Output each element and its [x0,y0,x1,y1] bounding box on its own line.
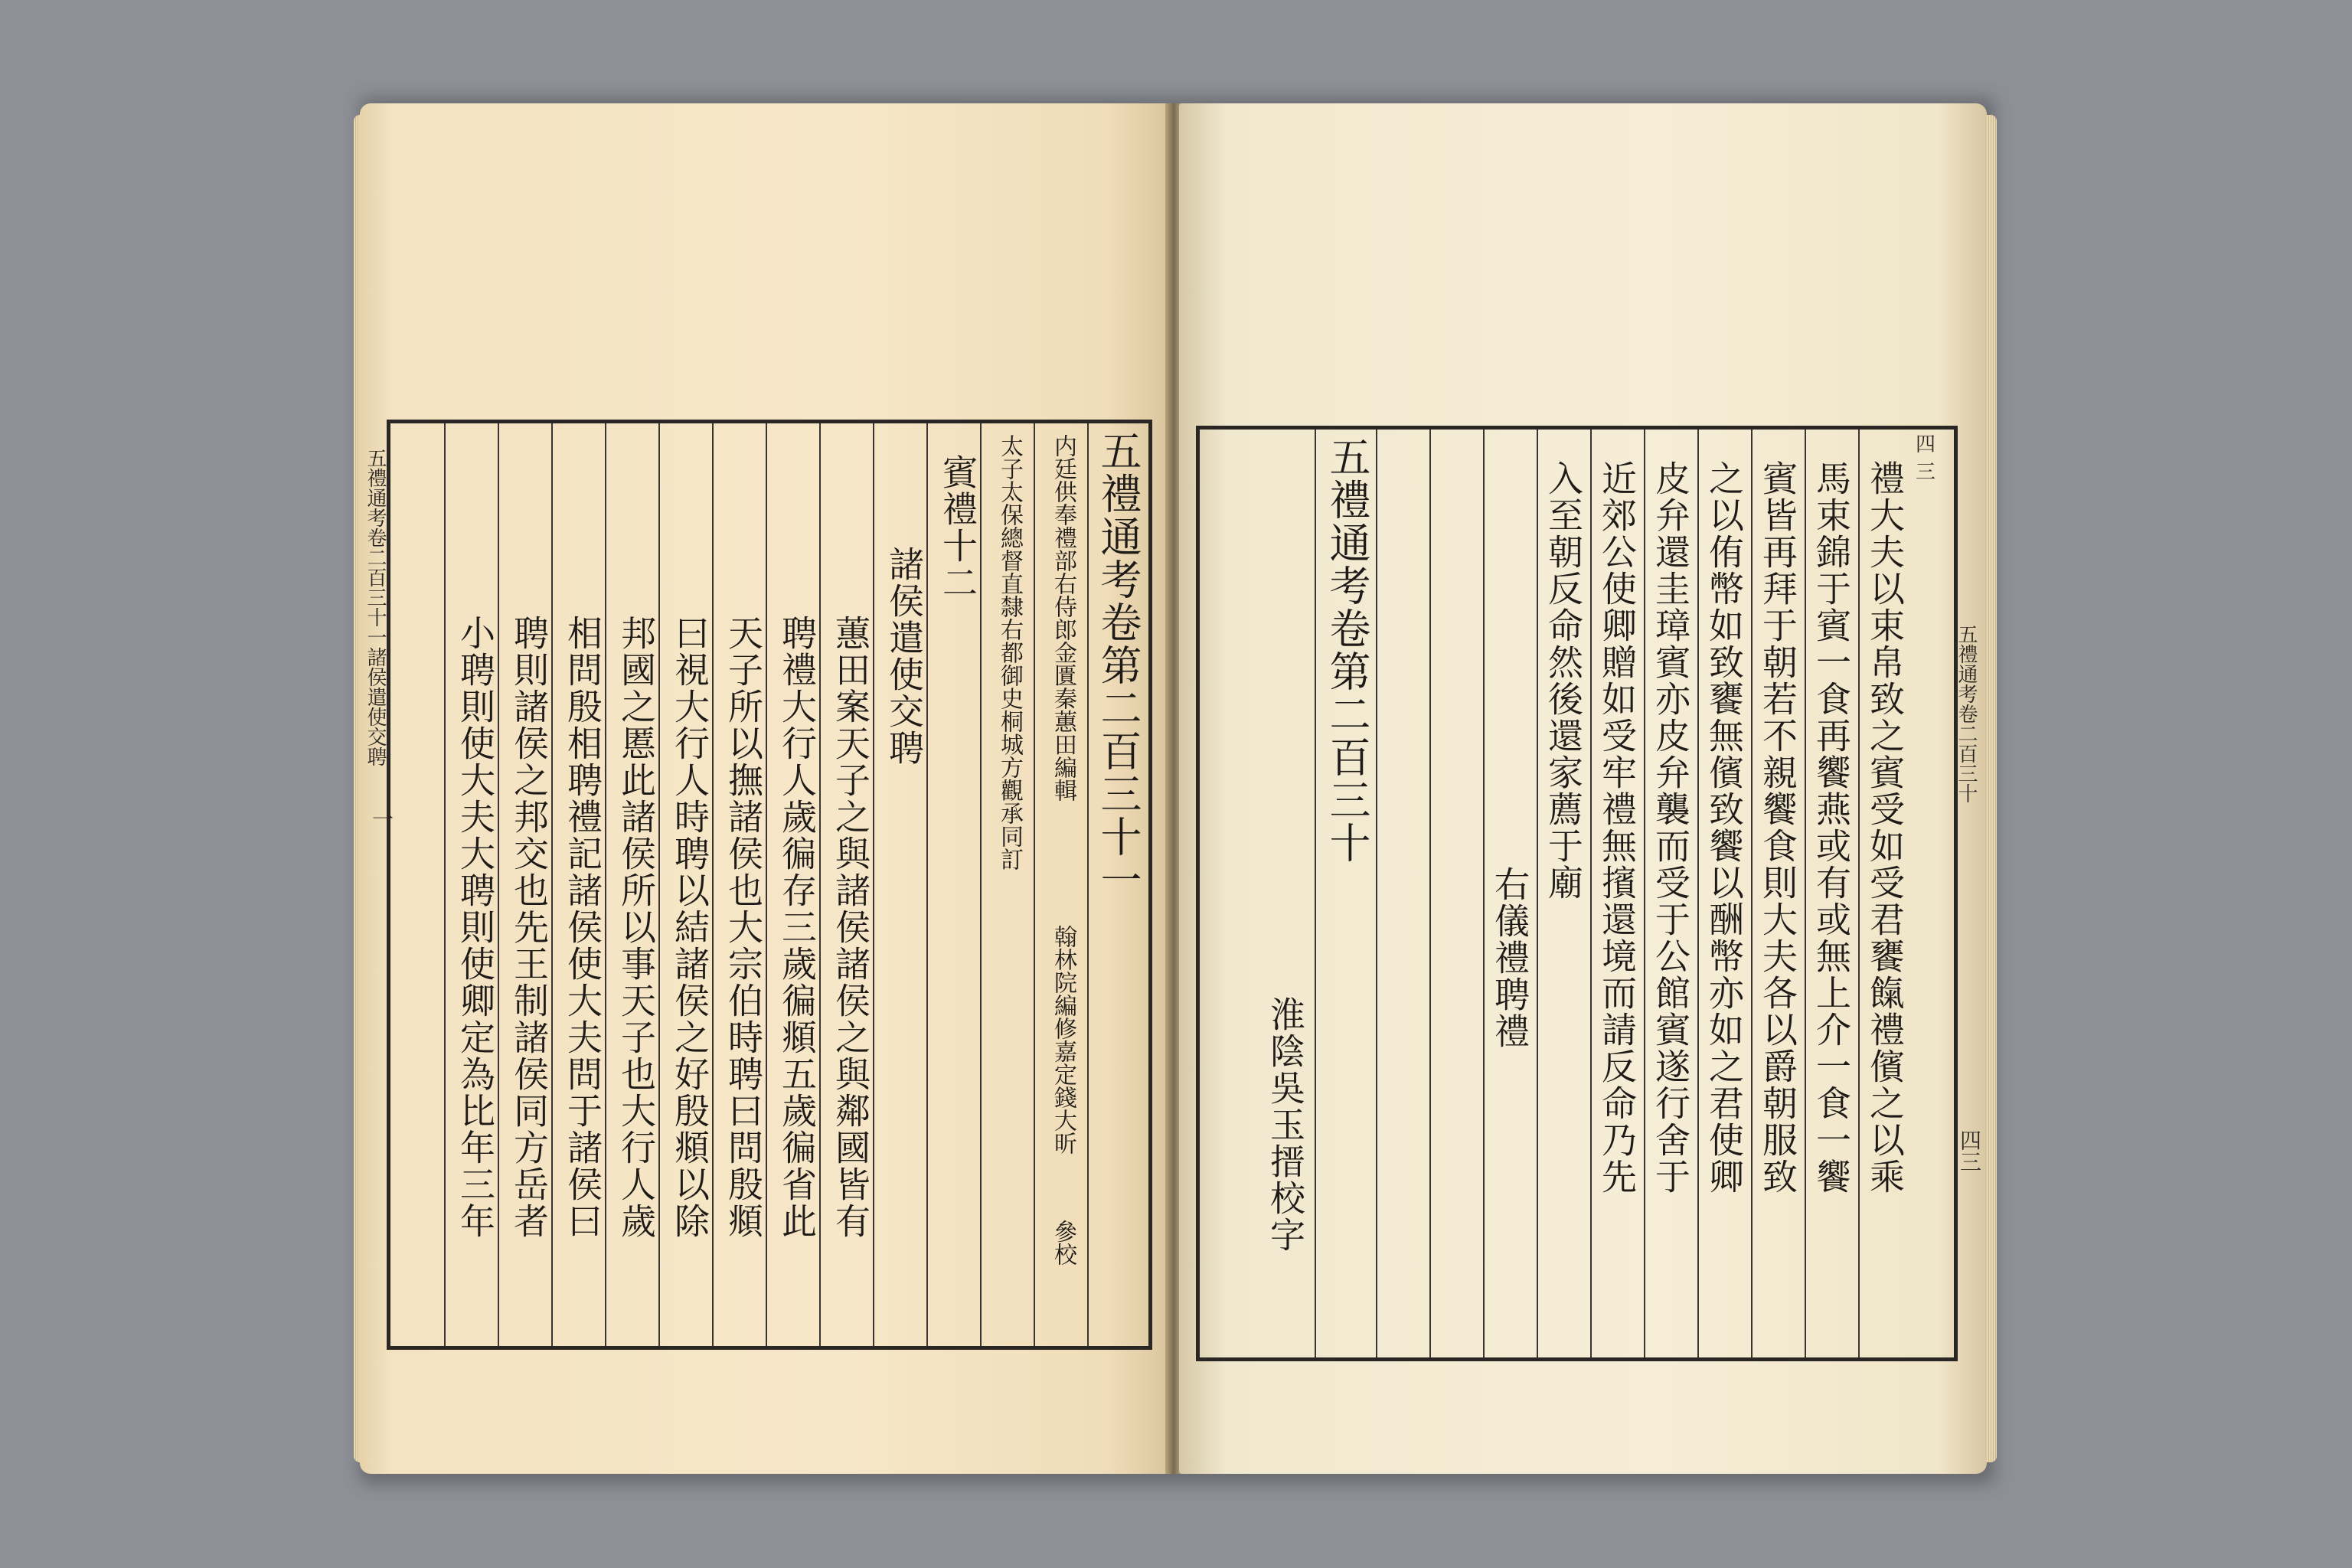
body-column: 近郊公使卿贈如受牢禮無擯還境而請反命乃先 [1596,460,1638,1195]
right-text-frame [1196,426,1958,1361]
body-column: 聘則諸侯之邦交也先王制諸侯同方岳者 [508,615,550,1240]
collator-suffix: 參校 [1050,1220,1076,1266]
body-column: 入至朝反命然後還家薦于廟 [1543,460,1584,901]
body-column: 聘禮大行人歲徧存三歲徧頫五歲徧省此 [776,615,818,1240]
right-folio: 四三 [1957,1129,1982,1172]
body-column: 禮大夫以束帛致之賓受如受君饔餼禮儐之以乘 [1864,460,1906,1195]
body-column: 小聘則使大夫大聘則使卿定為比年三年 [455,615,496,1240]
body-column: 皮弁還圭璋賓亦皮弁襲而受于公館賓遂行舍于 [1650,460,1691,1195]
compiler-line: 内廷供奉禮部右侍郎金匱秦蕙田編輯 [1050,434,1076,802]
summary-line: 右儀禮聘禮 [1489,866,1530,1050]
proofreader-line: 淮陰吳玉搢校字 [1265,996,1306,1253]
body-column: 馬束錦于賓一食再饗燕或有或無上介一食一饗 [1811,460,1852,1195]
collator-line-1: 翰林院編修嘉定錢大昕 [1050,925,1076,1155]
left-spine-label: 五禮通考卷二百三十一諸侯遣使交聘 [364,448,387,766]
body-column: 之以侑幣如致饔無儐致饗以酬幣亦如之君使卿 [1704,460,1745,1195]
body-column: 天子所以撫諸侯也大宗伯時聘曰問殷頫 [723,615,764,1240]
left-title-line: 五禮通考卷第二百三十一 [1094,430,1142,901]
collator-line-2: 太子太保總督直隸右都御史桐城方觀承同訂 [996,434,1023,871]
annotation-column: 蕙田案天子之與諸侯諸侯之與鄰國皆有 [830,615,871,1240]
body-column: 相問殷相聘禮記諸侯使大夫問于諸侯曰 [562,615,603,1240]
left-text-frame [387,420,1152,1350]
right-title-line: 五禮通考卷第二百三十 [1323,436,1371,864]
subsection-heading: 諸侯遣使交聘 [884,546,925,766]
body-column: 賓皆再拜于朝若不親饗食則大夫各以爵朝服致 [1757,460,1798,1195]
right-spine-label: 五禮通考卷二百三十 [1955,624,1978,803]
left-folio: 一 [369,808,394,829]
body-column: 曰視大行人時聘以結諸侯之好殷頫以除 [669,615,710,1240]
body-column: 邦國之慝此諸侯所以事天子也大行人歲 [616,615,657,1240]
section-heading: 賓禮十二 [937,454,978,601]
page-marker: 四三 [1916,433,1936,484]
